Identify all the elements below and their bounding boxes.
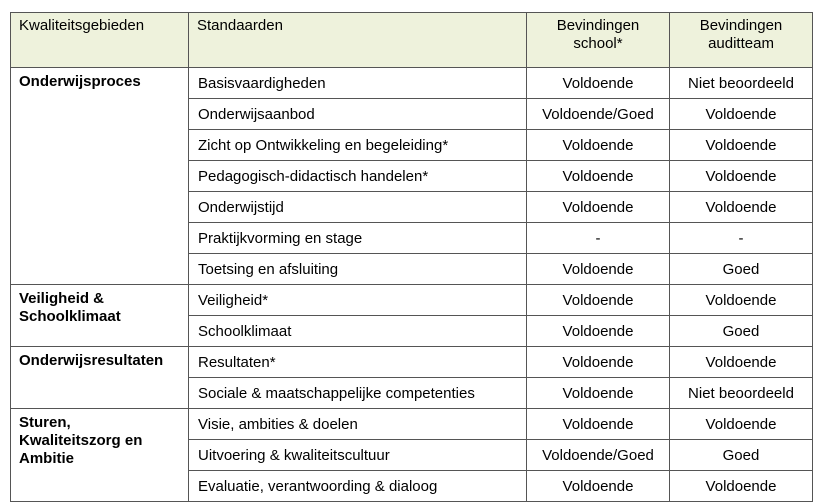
standard-cell: Visie, ambities & doelen — [189, 409, 527, 440]
audit-finding-cell: Voldoende — [670, 161, 813, 192]
quality-table — [10, 12, 813, 502]
table-body — [11, 68, 813, 502]
audit-finding-cell: Voldoende — [670, 285, 813, 316]
quality-area-label: Veiligheid & — [19, 290, 105, 307]
standard-cell: Praktijkvorming en stage — [189, 223, 527, 254]
quality-area-label: Sturen, — [19, 414, 71, 431]
school-finding-cell: Voldoende — [527, 161, 670, 192]
table-row — [11, 285, 813, 316]
quality-area-cell — [11, 68, 189, 285]
standard-cell: Sociale & maatschappelijke competenties — [189, 378, 527, 409]
school-finding-cell: Voldoende — [527, 409, 670, 440]
school-finding-cell: - — [527, 223, 670, 254]
school-finding-cell: Voldoende — [527, 130, 670, 161]
audit-finding-cell: Voldoende — [670, 99, 813, 130]
school-finding-cell: Voldoende — [527, 471, 670, 502]
audit-finding-cell: Voldoende — [670, 130, 813, 161]
audit-finding-cell: - — [670, 223, 813, 254]
header-row — [11, 13, 813, 68]
quality-area-label: Schoolklimaat — [19, 308, 121, 325]
table-row — [11, 68, 813, 99]
header-bevindingen-auditteam — [670, 13, 813, 68]
school-finding-cell: Voldoende — [527, 285, 670, 316]
audit-finding-cell: Goed — [670, 254, 813, 285]
school-finding-cell: Voldoende — [527, 254, 670, 285]
school-finding-cell: Voldoende — [527, 68, 670, 99]
standard-cell: Resultaten* — [189, 347, 527, 378]
table-row — [11, 347, 813, 378]
standard-cell: Zicht op Ontwikkeling en begeleiding* — [189, 130, 527, 161]
quality-area-label: Onderwijsproces — [19, 73, 141, 90]
school-finding-cell: Voldoende/Goed — [527, 440, 670, 471]
header-audit-line2: auditteam — [708, 35, 774, 52]
header-school-line2: school* — [573, 35, 623, 52]
header-school-line1: Bevindingen — [556, 17, 640, 34]
quality-area-cell — [11, 347, 189, 409]
standard-cell: Evaluatie, verantwoording & dialoog — [189, 471, 527, 502]
audit-finding-cell: Goed — [670, 316, 813, 347]
standard-cell: Schoolklimaat — [189, 316, 527, 347]
audit-finding-cell: Niet beoordeeld — [670, 68, 813, 99]
header-bevindingen-school — [527, 13, 670, 68]
audit-finding-cell: Voldoende — [670, 192, 813, 223]
school-finding-cell: Voldoende — [527, 378, 670, 409]
standard-cell: Uitvoering & kwaliteitscultuur — [189, 440, 527, 471]
standard-cell: Toetsing en afsluiting — [189, 254, 527, 285]
standard-cell: Veiligheid* — [189, 285, 527, 316]
school-finding-cell: Voldoende — [527, 316, 670, 347]
audit-finding-cell: Voldoende — [670, 409, 813, 440]
standard-cell: Onderwijsaanbod — [189, 99, 527, 130]
header-kwaliteitsgebieden: Kwaliteitsgebieden — [11, 13, 189, 68]
audit-finding-cell: Niet beoordeeld — [670, 378, 813, 409]
standard-cell: Basisvaardigheden — [189, 68, 527, 99]
quality-area-label: Kwaliteitszorg en — [19, 432, 143, 449]
audit-finding-cell: Voldoende — [670, 347, 813, 378]
standard-cell: Pedagogisch-didactisch handelen* — [189, 161, 527, 192]
audit-finding-cell: Voldoende — [670, 471, 813, 502]
school-finding-cell: Voldoende — [527, 192, 670, 223]
quality-area-label: Ambitie — [19, 450, 75, 467]
header-audit-line1: Bevindingen — [699, 17, 783, 34]
quality-area-label: Onderwijsresultaten — [19, 352, 164, 369]
school-finding-cell: Voldoende/Goed — [527, 99, 670, 130]
table-row — [11, 409, 813, 440]
quality-area-cell — [11, 285, 189, 347]
quality-area-cell — [11, 409, 189, 502]
school-finding-cell: Voldoende — [527, 347, 670, 378]
standard-cell: Onderwijstijd — [189, 192, 527, 223]
audit-finding-cell: Goed — [670, 440, 813, 471]
header-standaarden: Standaarden — [189, 13, 527, 68]
